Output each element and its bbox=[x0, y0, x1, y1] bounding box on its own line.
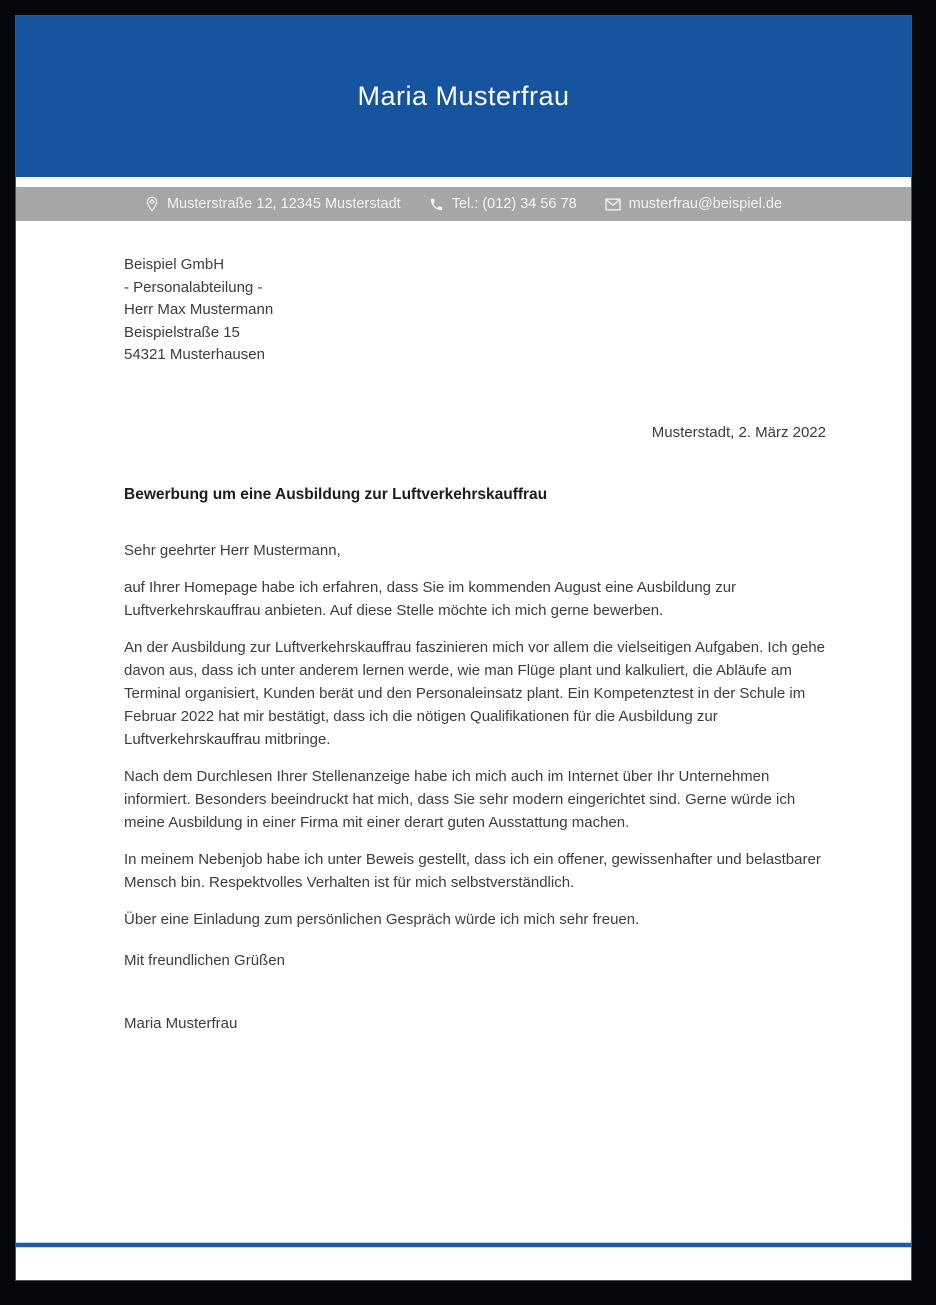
phone-icon bbox=[429, 197, 444, 212]
location-pin-icon bbox=[145, 196, 159, 212]
contact-address bbox=[145, 196, 401, 212]
recipient-line: 54321 Musterhausen bbox=[124, 346, 265, 363]
page-title: Maria Musterfrau bbox=[357, 81, 570, 111]
letter-body bbox=[16, 254, 911, 1035]
contact-email-text: musterfrau@beispiel.de bbox=[628, 196, 783, 212]
bottom-accent-line bbox=[16, 1243, 911, 1247]
contact-address-text: Musterstraße 12, 12345 Musterstadt bbox=[166, 196, 401, 212]
date-line: Musterstadt, 2. März 2022 bbox=[651, 423, 826, 441]
closing-line: Mit freundlichen Grüßen bbox=[124, 951, 285, 969]
paragraph-4: In meinem Nebenjob habe ich unter Beweis gestellt, dass ich ein offener, gewissenhafter und belastbarer Mensch bin. Respektvolles Verhalten ist für mich selbstverständlich. bbox=[124, 850, 821, 891]
contact-phone-text: Tel.: (012) 34 56 78 bbox=[451, 196, 577, 212]
subject-line: Bewerbung um eine Ausbildung zur Luftverkehrskauffrau bbox=[124, 485, 548, 503]
paragraph-2: An der Ausbildung zur Luftverkehrskauffrau faszinieren mich vor allem die vielseitigen Aufgaben. Ich gehe davon aus, dass ich unter anderem lernen werde, wie man Flüge plant und kalkuliert, die Abläufe am Terminal organisiert, Kunden berät und den Personaleinsatz plant. Ein Kompetenztest in der Schule im Februar 2022 hat mir bestätigt, dass ich die nötigen Qualifikationen für die Ausbildung zur Luftverkehrskauffrau mitbringe. bbox=[124, 638, 825, 748]
letter-page bbox=[16, 16, 911, 1280]
header-band bbox=[16, 16, 911, 177]
recipient-line: Herr Max Mustermann bbox=[124, 301, 274, 318]
recipient-line: - Personalabteilung - bbox=[124, 278, 263, 296]
contact-bar bbox=[16, 187, 911, 221]
recipient-line: Beispiel GmbH bbox=[124, 256, 225, 273]
paragraph-3: Nach dem Durchlesen Ihrer Stellenanzeige habe ich mich auch im Internet über Ihr Unternehmen informiert. Besonders beeindruckt hat mich, dass Sie sehr modern eingerichtet sind. Gerne würde ich meine Ausbildung in einer Firma mit einer derart guten Ausstattung machen. bbox=[124, 767, 796, 831]
contact-phone bbox=[429, 196, 577, 212]
recipient-block bbox=[124, 254, 826, 367]
salutation: Sehr geehrter Herr Mustermann, bbox=[124, 541, 341, 559]
paragraph-1: auf Ihrer Homepage habe ich erfahren, dass Sie im kommenden August eine Ausbildung zur Luftverkehrskauffrau anbieten. Auf diese Stelle möchte ich mich gerne bewerben. bbox=[124, 578, 737, 619]
envelope-icon bbox=[605, 198, 621, 211]
signature-name: Maria Musterfrau bbox=[124, 1014, 238, 1032]
paragraph-5: Über eine Einladung zum persönlichen Gespräch würde ich mich sehr freuen. bbox=[124, 910, 640, 928]
contact-email bbox=[605, 196, 782, 212]
recipient-line: Beispielstraße 15 bbox=[124, 323, 240, 341]
